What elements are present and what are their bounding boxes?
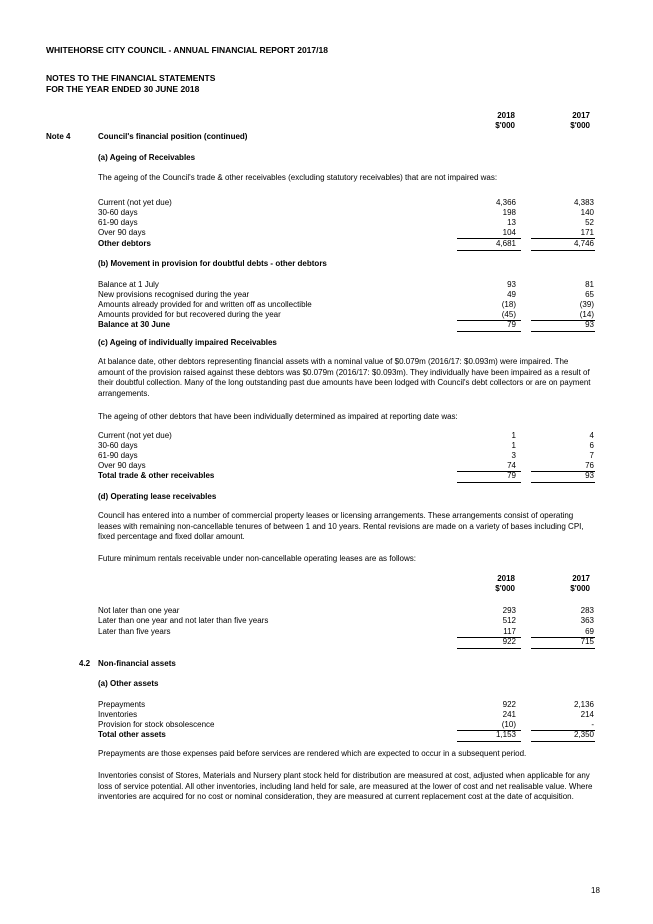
leases-col-2018-heading: 2018 bbox=[497, 574, 515, 583]
table-row: Balance at 1 July 93 81 bbox=[98, 280, 594, 289]
table-row: 61-90 days 13 52 bbox=[98, 218, 594, 227]
table-row: Later than one year and not later than five years 512 363 bbox=[98, 616, 594, 625]
section-title: Non-financial assets bbox=[98, 659, 176, 668]
table-row: 61-90 days 3 7 bbox=[98, 451, 594, 460]
total-row: Total other assets 1,153 2,350 bbox=[98, 730, 594, 739]
total-row: Other debtors 4,681 4,746 bbox=[98, 239, 594, 248]
note-number: Note 4 bbox=[46, 132, 71, 141]
page-number: 18 bbox=[591, 886, 600, 895]
total-row: 922 715 bbox=[502, 637, 594, 646]
total-row: Balance at 30 June 79 93 bbox=[98, 320, 594, 329]
leases-col-2018-unit: $'000 bbox=[495, 584, 515, 593]
table-row: Later than five years 117 69 bbox=[98, 627, 594, 636]
ageing-heading: (a) Ageing of Receivables bbox=[98, 153, 196, 162]
prepayments-paragraph: Prepayments are those expenses paid before services are rendered which are expected to occur in a subsequent period. bbox=[98, 749, 527, 758]
note-title: Council's financial position (continued) bbox=[98, 132, 248, 141]
leases-col-2017-heading: 2017 bbox=[572, 574, 590, 583]
provision-heading: (b) Movement in provision for doubtful debts - other debtors bbox=[98, 259, 327, 268]
col-2017-unit: $'000 bbox=[570, 121, 590, 130]
table-row: Current (not yet due) 1 4 bbox=[98, 431, 594, 440]
col-2018-heading: 2018 bbox=[497, 111, 515, 120]
table-row: 30-60 days 1 6 bbox=[98, 441, 594, 450]
report-title: WHITEHORSE CITY COUNCIL - ANNUAL FINANCIAL REPORT 2017/18 bbox=[46, 45, 328, 55]
leases-paragraph: Council has entered into a number of commercial property leases or licensing arrangements. These arrangements consist of operating leases with remaining non-cancellable tenures of between 1 and 10 years. Rental revisions are made on a variety of bases including CPI, fixed percentage and fixed dollar amount. bbox=[98, 511, 584, 541]
leases-col-2017-unit: $'000 bbox=[570, 584, 590, 593]
impaired-intro: The ageing of other debtors that have been individually determined as impaired at reporting date was: bbox=[98, 412, 458, 421]
impaired-paragraph: At balance date, other debtors representing financial assets with a nominal value of $0.079m (2016/17: $0.093m) were impaired. The amount of the provision raised against these debtors was $0.079m (2016/17: $0.093m). They individually have been impaired as a result of their doubtful collection. Many of the long outstanding past due amounts have been lodged with Council's debt collectors or are on payment arrangements. bbox=[98, 357, 591, 398]
col-2017-heading: 2017 bbox=[572, 111, 590, 120]
table-row: Provision for stock obsolescence (10) - bbox=[98, 720, 594, 729]
section-number: 4.2 bbox=[79, 659, 91, 668]
leases-intro: Future minimum rentals receivable under non-cancellable operating leases are as follows: bbox=[98, 554, 416, 563]
table-row: Amounts provided for but recovered during the year (45) (14) bbox=[98, 310, 594, 319]
col-2018-unit: $'000 bbox=[495, 121, 515, 130]
period-title: FOR THE YEAR ENDED 30 JUNE 2018 bbox=[46, 84, 200, 94]
table-row: Current (not yet due) 4,366 4,383 bbox=[98, 198, 594, 207]
table-row: Amounts already provided for and written off as uncollectible (18) (39) bbox=[98, 300, 594, 309]
table-row: Over 90 days 74 76 bbox=[98, 461, 594, 470]
ageing-intro: The ageing of the Council's trade & other receivables (excluding statutory receivables) that are not impaired was: bbox=[98, 173, 498, 182]
inventories-paragraph: Inventories consist of Stores, Materials and Nursery plant stock held for distribution are measured at cost, adjusted when applicable for any loss of service potential. All other inventories, including land held for sale, are measured at the lower of cost and net realisable value. Where inventories are acquired for no cost or nominal consideration, they are measured at current replacement cost at the date of acquisition. bbox=[98, 771, 593, 801]
table-row: Over 90 days 104 171 bbox=[98, 228, 594, 237]
table-row: Inventories 241 214 bbox=[98, 710, 594, 719]
leases-heading: (d) Operating lease receivables bbox=[98, 492, 217, 501]
total-row: Total trade & other receivables 79 93 bbox=[98, 471, 594, 480]
table-row: New provisions recognised during the year 49 65 bbox=[98, 290, 594, 299]
table-row: Prepayments 922 2,136 bbox=[98, 700, 594, 709]
impaired-heading: (c) Ageing of individually impaired Receivables bbox=[98, 338, 277, 347]
table-row: 30-60 days 198 140 bbox=[98, 208, 594, 217]
other-assets-heading: (a) Other assets bbox=[98, 679, 159, 688]
notes-title: NOTES TO THE FINANCIAL STATEMENTS bbox=[46, 73, 216, 83]
table-row: Not later than one year 293 283 bbox=[98, 606, 594, 615]
